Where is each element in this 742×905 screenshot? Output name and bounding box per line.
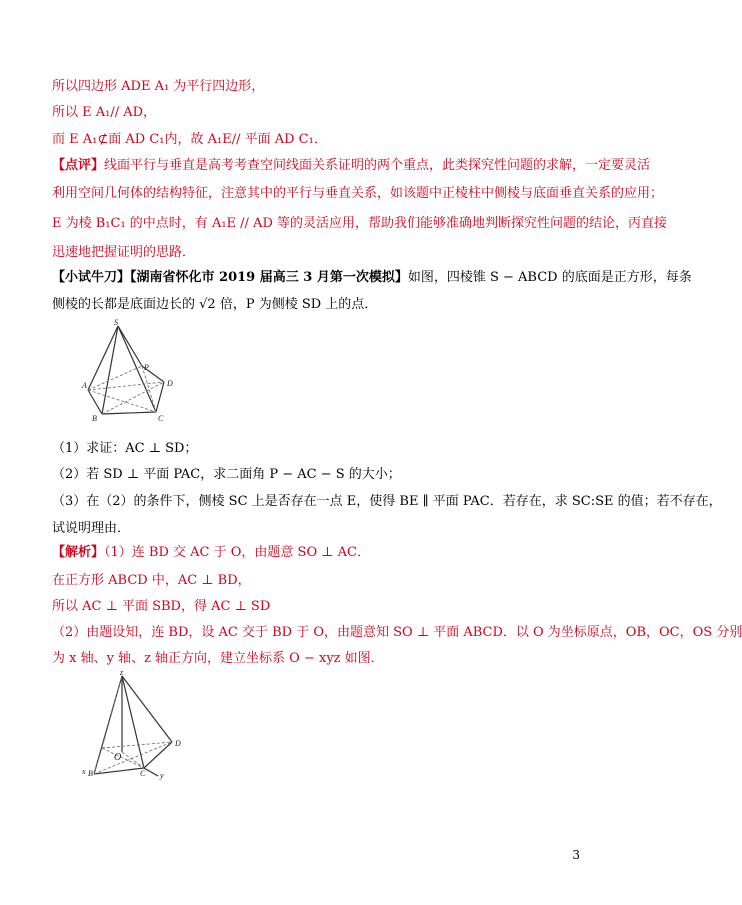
label-z: z — [120, 668, 124, 677]
pyramid-figure-2 — [80, 668, 195, 780]
question-2: （2）若 SD ⊥ 平面 PAC，求二面角 P − AC − S 的大小； — [52, 467, 401, 482]
label-B: B — [92, 414, 97, 423]
problem-line-2: 侧棱的长都是底面边长的 √2 倍，P 为侧棱 SD 上的点． — [52, 297, 378, 312]
label-C: C — [158, 414, 164, 423]
solution-line-4: （2）由题设知，连 BD，设 AC 交于 BD 于 O，由题意知 SO ⊥ 平面 ABCD．以 O 为坐标原点，OB，OC，OS 分别 — [52, 625, 742, 640]
question-3: （3）在（2）的条件下，侧棱 SC 上是否存在一点 E，使得 BE ∥ 平面 PAC．若存在，求 SC:SE 的值；若不存在， — [52, 494, 722, 509]
label-D: D — [167, 379, 173, 388]
label-C: C — [140, 769, 146, 778]
label-S: S — [114, 318, 118, 327]
line-3: 而 E A₁⊄面 AD C₁内，故 A₁E// 平面 AD C₁． — [52, 132, 327, 147]
page-number: 3 — [572, 848, 580, 862]
solution-line-3: 所以 AC ⊥ 平面 SBD，得 AC ⊥ SD — [52, 599, 271, 614]
comment-line-2: 利用空间几何体的结构特征，注意其中的平行与垂直关系，如该题中正棱柱中侧棱与底面垂直关系的应用； — [52, 186, 664, 201]
solution-line-2: 在正方形 ABCD 中，AC ⊥ BD， — [52, 573, 251, 588]
problem-line-1: 【小试牛刀】【湖南省怀化市 2019 届高三 3 月第一次模拟】如图，四棱锥 S − ABCD 的底面是正方形，每条 — [52, 270, 692, 285]
line-2: 所以 E A₁// AD， — [52, 105, 157, 120]
label-y: y — [160, 771, 164, 780]
line-1: 所以四边形 ADE A₁ 为平行四边形， — [52, 79, 265, 94]
comment-line-1: 【点评】线面平行与垂直是高考考查空间线面关系证明的两个重点，此类探究性问题的求解，一定要灵活 — [52, 158, 651, 173]
question-3-cont: 试说明理由． — [52, 521, 131, 536]
solution-line-5: 为 x 轴、y 轴、z 轴正方向，建立坐标系 O − xyz 如图． — [52, 651, 384, 666]
label-x: x — [82, 767, 86, 776]
question-1: （1）求证：AC ⊥ SD； — [52, 441, 198, 456]
label-B: B — [88, 769, 93, 778]
solution-line-1: 【解析】（1）连 BD 交 AC 于 O，由题意 SO ⊥ AC． — [52, 545, 370, 560]
label-A: A — [82, 381, 87, 390]
label-P: P — [144, 363, 149, 372]
pyramid-figure-1 — [80, 318, 180, 423]
label-D: D — [175, 739, 181, 748]
label-O: O — [114, 752, 122, 763]
comment-line-4: 迅速地把握证明的思路． — [52, 245, 196, 260]
comment-line-3: E 为棱 B₁C₁ 的中点时，有 A₁E // AD 等的灵活应用，帮助我们能够准确地判断探究性问题的结论，丙直接 — [52, 216, 667, 231]
